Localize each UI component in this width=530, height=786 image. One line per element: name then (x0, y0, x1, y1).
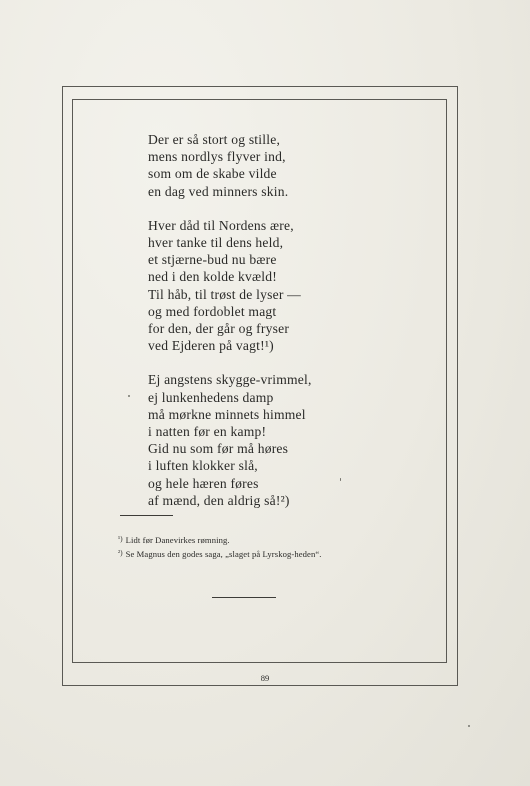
footnote-2 (118, 547, 418, 561)
poem-line: mens nordlys flyver ind, (148, 149, 286, 165)
poem-line: Gid nu som før må høres (148, 441, 289, 457)
footnote-text: Se Magnus den godes saga, „slaget på Lyrskog-heden“. (125, 549, 322, 560)
poem-line: og med fordoblet magt (148, 303, 277, 319)
poem-line: af mænd, den aldrig så!²) (148, 492, 290, 508)
page-number: 89 (260, 673, 270, 683)
paper-speck (128, 395, 130, 397)
end-rule (212, 597, 276, 598)
poem-line: for den, der går og fryser (148, 321, 290, 337)
poem-line: i luften klokker slå, (148, 458, 258, 474)
poem-stanza (148, 131, 428, 200)
poem (148, 131, 428, 526)
poem-stanza (148, 371, 428, 509)
poem-line: ned i den kolde kvæld! (148, 269, 277, 285)
footnote-mark: ²) (118, 549, 123, 558)
poem-line: må mørkne minnets himmel (148, 406, 306, 422)
poem-line: i natten før en kamp! (148, 424, 267, 440)
poem-stanza (148, 217, 428, 355)
poem-line: hver tanke til dens held, (148, 235, 284, 251)
poem-line: Ej angstens skygge-vrimmel, (148, 372, 312, 388)
footnote-1 (118, 533, 418, 547)
poem-line: som om de skabe vilde (148, 166, 277, 182)
footnote-text: Lidt før Danevirkes rømning. (125, 535, 230, 545)
poem-line: ej lunkenhedens damp (148, 389, 274, 405)
poem-line: et stjærne-bud nu bære (148, 252, 277, 268)
poem-line: Der er så stort og stille, (148, 132, 281, 147)
footnote-separator (120, 515, 173, 516)
poem-line: Til håb, til trøst de lyser — (148, 286, 301, 302)
paper-speck (468, 725, 470, 727)
poem-line: en dag ved minners skin. (148, 183, 289, 199)
poem-line: Hver dåd til Nordens ære, (148, 217, 294, 233)
footnotes (118, 533, 418, 562)
poem-line: ved Ejderen på vagt!¹) (148, 338, 274, 354)
footnote-mark: ¹) (118, 535, 123, 543)
poem-line: og hele hæren føres (148, 475, 259, 491)
